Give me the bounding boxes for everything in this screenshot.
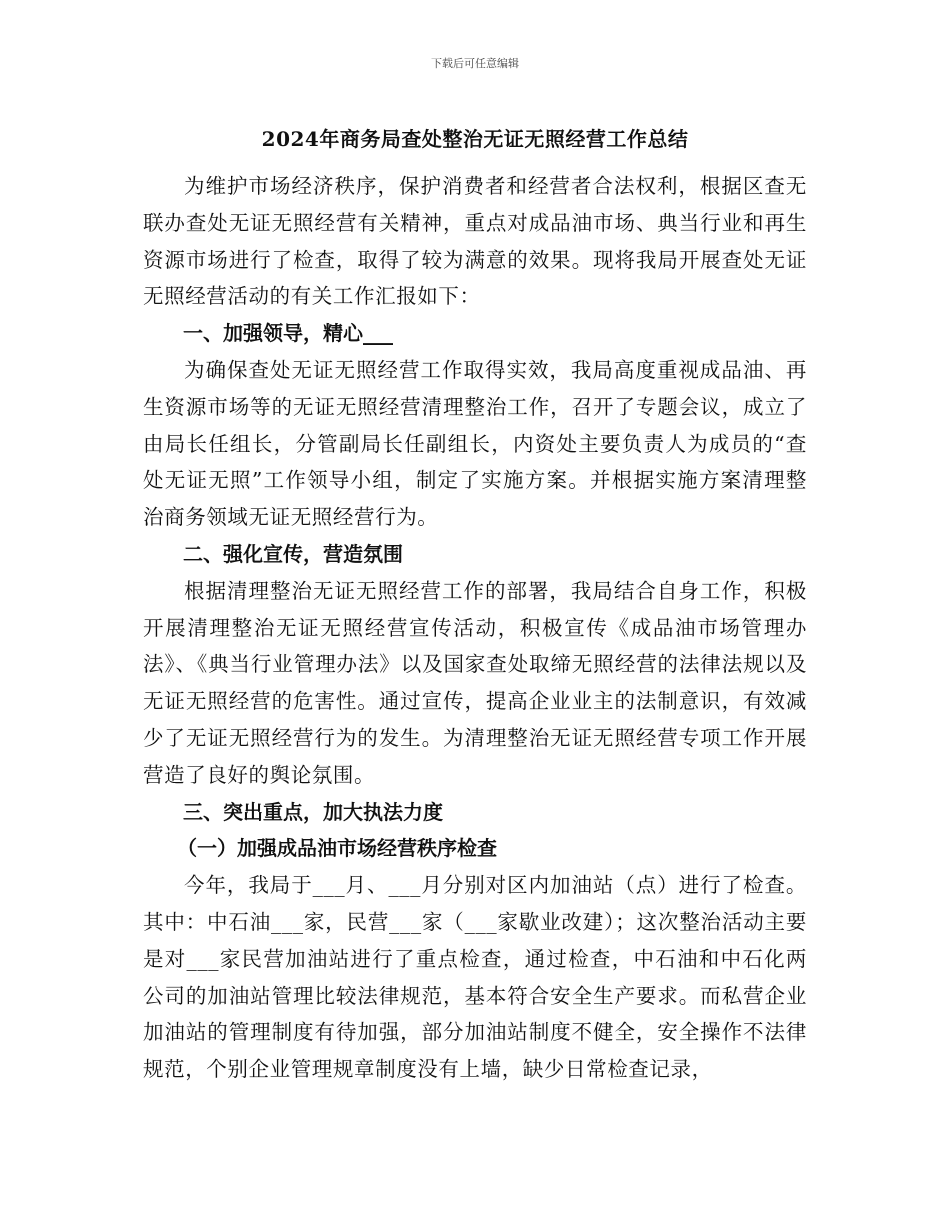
document-title: 2024年商务局查处整治无证无照经营工作总结	[261, 127, 689, 151]
section-heading-3: 三、突出重点，加大执法力度	[183, 799, 443, 824]
section-2-paragraph: 根据清理整治无证无照经营工作的部署，我局结合自身工作，积极开展清理整治无证无照经营宣传活动，积极宣传《成品油市场管理办法》、《典当行业管理办法》以及国家查处取缔无照经营的法律法规以及无证无照经营的危害性。通过宣传，提高企业业主的法制意识，有效减少了无证无照经营行为的发生。为清理整治无证无照经营专项工作开展营造了良好的舆论氛围。	[143, 578, 807, 787]
section-1-paragraph: 为确保查处无证无照经营工作取得实效，我局高度重视成品油、再生资源市场等的无证无照经营清理整治工作，召开了专题会议，成立了由局长任组长，分管副局长任副组长，内资处主要负责人为成员的“查处无证无照”工作领导小组，制定了实施方案。并根据实施方案清理整治商务领域无证无照经营行为。	[143, 357, 807, 530]
section-heading-2: 二、强化宣传，营造氛围	[183, 541, 403, 566]
document-body	[143, 168, 807, 1088]
section-heading-1: 一、加强领导，精心___	[183, 321, 393, 346]
subsection-1-paragraph: 今年，我局于___月、___月分别对区内加油站（点）进行了检查。其中：中石油___家，民营___家（___家歇业改建）；这次整治活动主要是对___家民营加油站进行了重点检查，通过检查，中石油和中石化两公司的加油站管理比较法律规范，基本符合安全生产要求。而私营企业加油站的管理制度有待加强，部分加油站制度不健全，安全操作不法律规范，个别企业管理规章制度没有上墙，缺少日常检查记录，	[143, 873, 807, 1082]
subsection-heading-1: （一）加强成品油市场经营秩序检查	[177, 836, 497, 861]
download-note: 下载后可任意编辑	[431, 57, 519, 70]
intro-paragraph: 为维护市场经济秩序，保护消费者和经营者合法权利，根据区查无联办查处无证无照经营有关精神，重点对成品油市场、典当行业和再生资源市场进行了检查，取得了较为满意的效果。现将我局开展查处无证无照经营活动的有关工作汇报如下：	[143, 174, 807, 309]
